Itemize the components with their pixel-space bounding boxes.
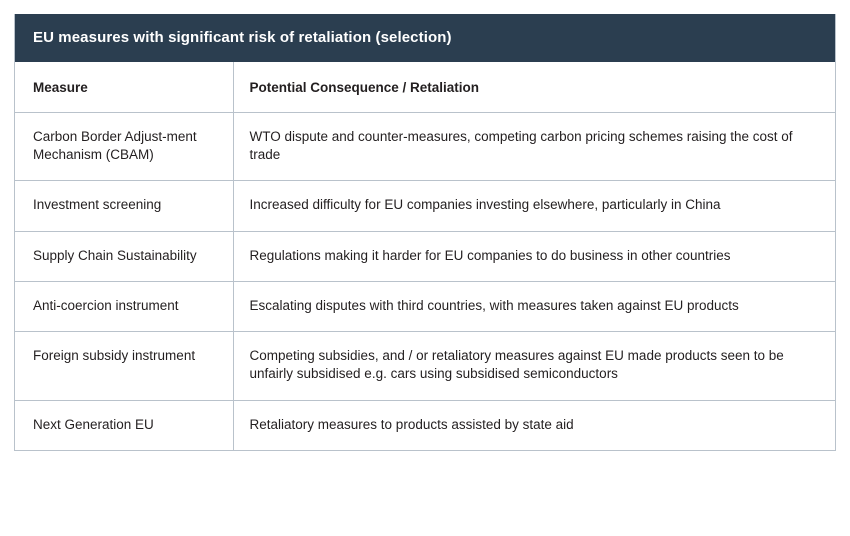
cell-consequence: Escalating disputes with third countries, with measures taken against EU products <box>233 281 835 331</box>
cell-consequence: Retaliatory measures to products assisted by state aid <box>233 400 835 450</box>
cell-measure: Carbon Border Adjust-ment Mechanism (CBAM) <box>15 113 233 181</box>
table-title: EU measures with significant risk of retaliation (selection) <box>15 14 835 62</box>
cell-measure: Foreign subsidy instrument <box>15 332 233 400</box>
eu-measures-table <box>15 14 835 450</box>
column-header-consequence: Potential Consequence / Retaliation <box>233 62 835 113</box>
table-row <box>15 281 835 331</box>
cell-consequence: Increased difficulty for EU companies investing elsewhere, particularly in China <box>233 181 835 231</box>
cell-measure: Supply Chain Sustainability <box>15 231 233 281</box>
cell-consequence: Regulations making it harder for EU companies to do business in other countries <box>233 231 835 281</box>
cell-consequence: Competing subsidies, and / or retaliatory measures against EU made products seen to be unfairly subsidised e.g. cars using subsidised semiconductors <box>233 332 835 400</box>
cell-consequence: WTO dispute and counter-measures, competing carbon pricing schemes raising the cost of trade <box>233 113 835 181</box>
table-row <box>15 181 835 231</box>
column-header-measure: Measure <box>15 62 233 113</box>
table-header-row <box>15 62 835 113</box>
table-row <box>15 113 835 181</box>
table-row <box>15 332 835 400</box>
cell-measure: Investment screening <box>15 181 233 231</box>
cell-measure: Anti-coercion instrument <box>15 281 233 331</box>
table-row <box>15 400 835 450</box>
table-row <box>15 231 835 281</box>
cell-measure: Next Generation EU <box>33 416 154 432</box>
risk-table-container <box>14 14 836 451</box>
table-title-row <box>15 14 835 62</box>
